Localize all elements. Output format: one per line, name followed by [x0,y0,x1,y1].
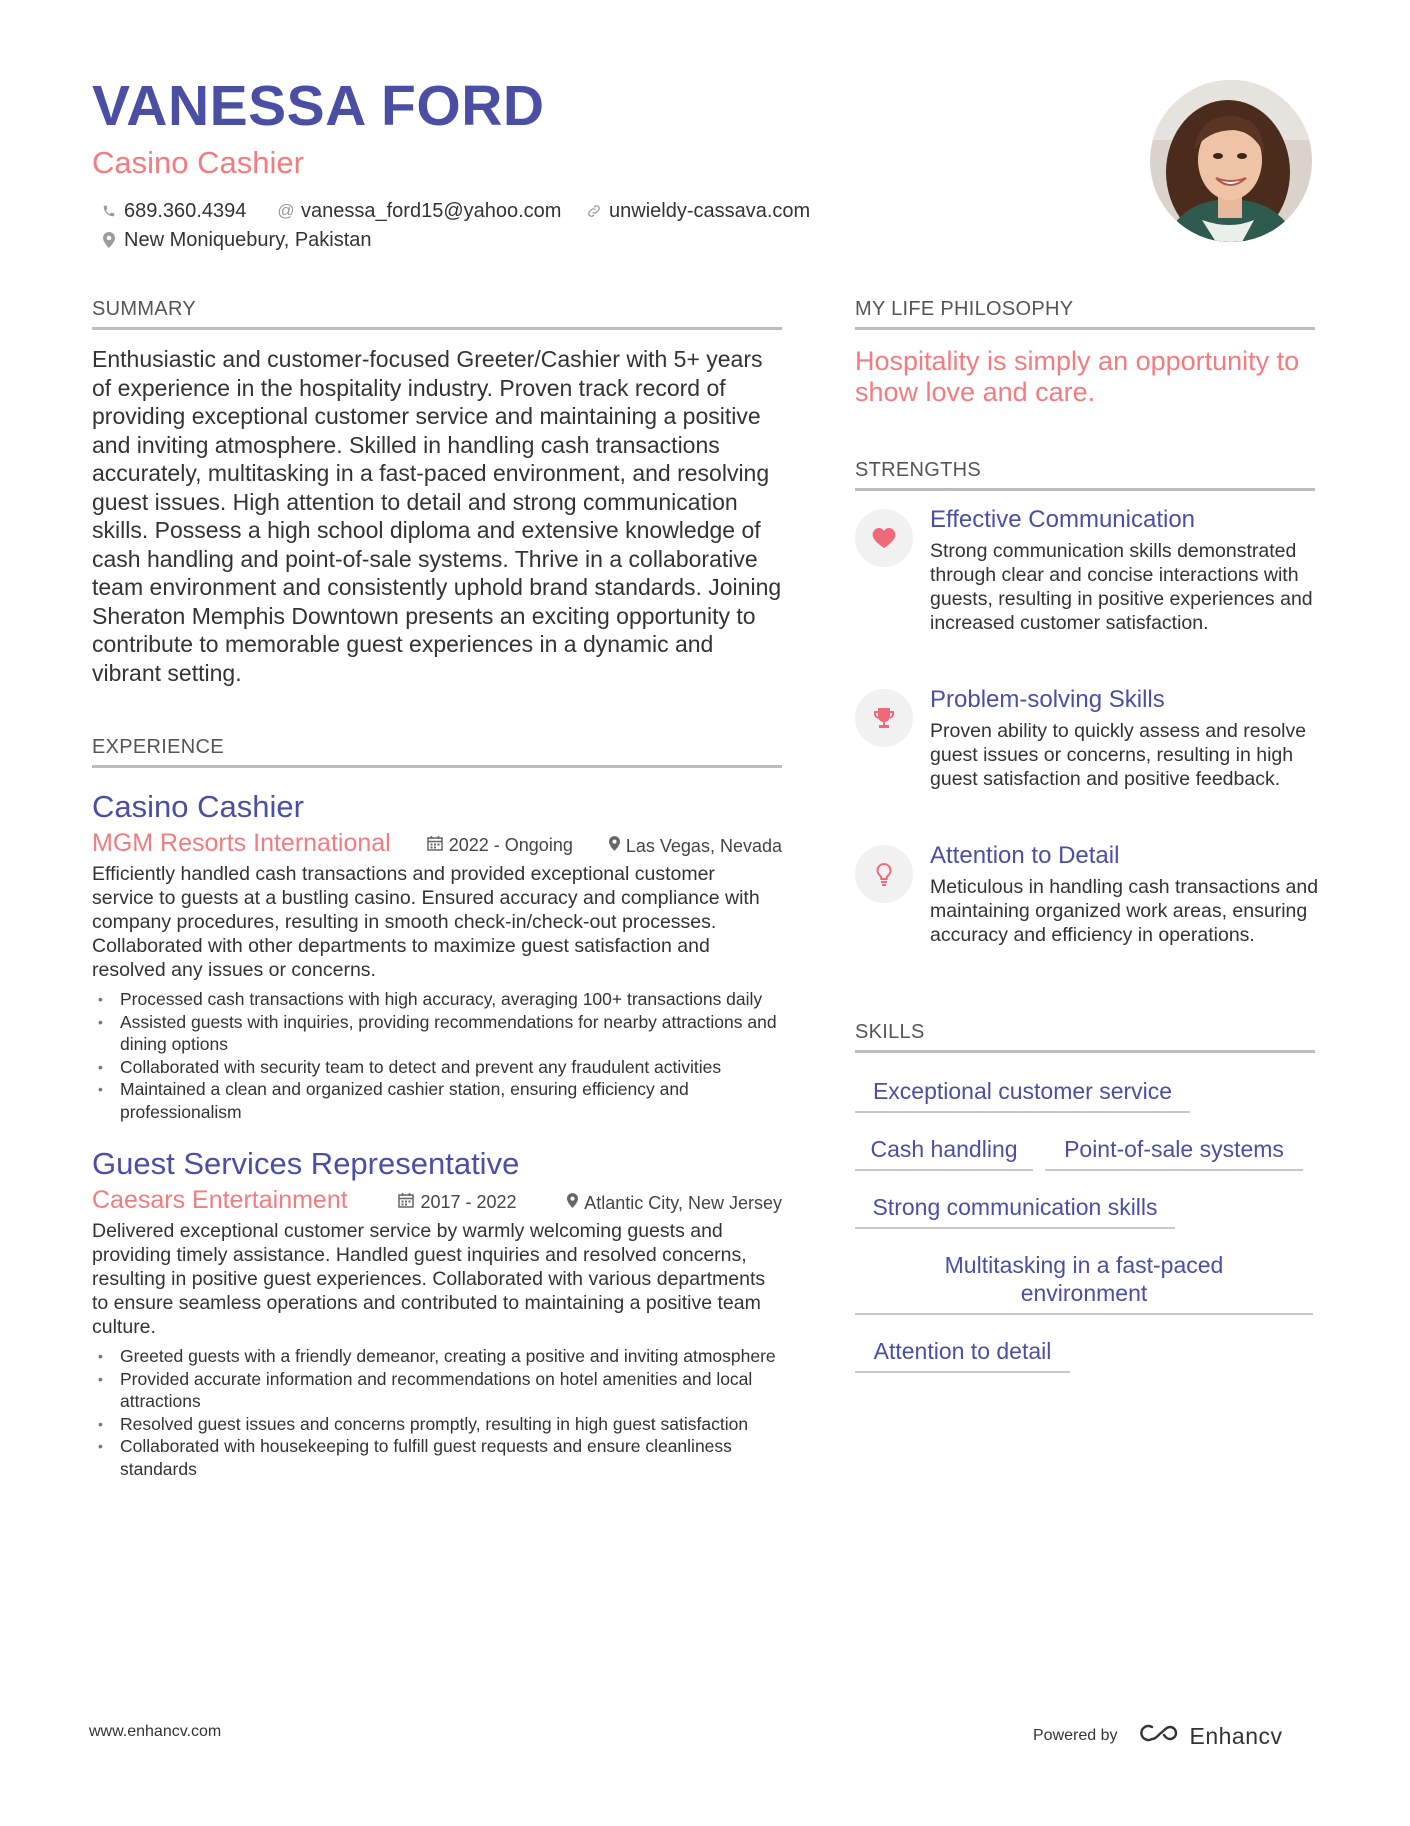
calendar-icon [398,1192,414,1213]
skill-tag: Point-of-sale systems [1045,1135,1303,1171]
bullet-item: • Collaborated with housekeeping to fulfill guest requests and ensure cleanliness standards [120,1435,782,1480]
job-dates-text: 2017 - 2022 [420,1192,517,1212]
strength-description: Strong communication skills demonstrated through clear and concise interactions with guests, resulting in positive experiences and increased customer satisfaction. [930,540,1313,634]
skill-tag: Attention to detail [855,1337,1070,1373]
email-text[interactable]: vanessa_ford15@yahoo.com [301,200,562,222]
job-location [609,836,782,857]
bullet-item: • Greeted guests with a friendly demeanor, creating a positive and inviting atmosphere [120,1345,782,1368]
enhancv-logo-text: Enhancv [1189,1722,1283,1749]
job-location-text: Las Vegas, Nevada [625,835,782,856]
contact-website[interactable] [585,198,810,224]
phone-text: 689.360.4394 [124,200,247,222]
experience-heading: EXPERIENCE [92,735,782,768]
bullet-item: • Maintained a clean and organized cashier station, ensuring efficiency and professionalism [120,1078,782,1123]
at-sign-icon: @ [277,201,295,220]
skill-tag: Multitasking in a fast-paced environment [855,1251,1313,1315]
strength-item [855,685,1315,805]
job-description: Efficiently handled cash transactions and provided exceptional customer service to guests at a bustling casino. Ensured accuracy and compliance with company procedures, resulting in smooth check-in/check-out processes. Collaborated with other departments to maximize guest satisfaction and resolved any issues or concerns. [92,863,760,981]
candidate-title: Casino Cashier [92,145,304,180]
profile-photo [1150,80,1312,242]
bullet-item: • Provided accurate information and recommendations on hotel amenities and local attractions [120,1368,782,1413]
job-description: Delivered exceptional customer service by warmly welcoming guests and providing timely assistance. Handled guest inquiries and resolved concerns, resulting in positive guest experiences. Collaborated with various departments to ensure seamless operations and contributed to maintaining a positive team culture. [92,1220,766,1338]
bullet-item: • Processed cash transactions with high accuracy, averaging 100+ transactions daily [120,988,782,1011]
experience-entry [92,1145,782,1480]
strength-description: Meticulous in handling cash transactions and maintaining organized work areas, ensuring accuracy and efficiency in operations. [930,876,1319,946]
job-dates [427,835,573,856]
candidate-name: VANESSA FORD [92,74,545,138]
skills-heading: SKILLS [855,1020,1315,1053]
job-location-text: Atlantic City, New Jersey [584,1192,782,1213]
heart-icon [855,509,913,567]
job-location [567,1193,782,1214]
powered-by-text: Powered by [1033,1727,1118,1744]
philosophy-quote: Hospitality is simply an opportunity to show love and care. [855,346,1300,407]
strength-title: Attention to Detail [930,842,1120,869]
skill-tag: Exceptional customer service [855,1077,1190,1113]
enhancv-logo[interactable] [1138,1721,1283,1751]
skill-tag: Strong communication skills [855,1193,1175,1229]
location-text: New Moniquebury, Pakistan [124,229,372,251]
link-icon [585,203,603,219]
contact-location [100,227,372,253]
philosophy-section [855,297,1315,408]
footer-website[interactable]: www.enhancv.com [89,1723,222,1740]
enhancv-logo-icon [1138,1721,1184,1751]
strength-title: Effective Communication [930,506,1196,533]
experience-section [92,735,782,1480]
summary-text: Enthusiastic and customer-focused Greeter/Cashier with 5+ years of experience in the hospitality industry. Proven track record of providing exceptional customer service and maintaining a positive and inviting atmosphere. Skilled in handling cash transactions accurately, multitasking in a fast-paced environment, and resolving guest issues. High attention to detail and strong communication skills. Possess a high school diploma and extensive knowledge of cash handling and point-of-sale systems. Thrive in a collaborative team environment and consistently uphold brand standards. Joining Sheraton Memphis Downtown presents an exciting opportunity to contribute to memorable guest experiences in a dynamic and vibrant setting. [92,346,782,686]
skill-tag: Cash handling [855,1135,1033,1171]
bullet-item: • Resolved guest issues and concerns promptly, resulting in high guest satisfaction [120,1413,782,1436]
trophy-icon [855,689,913,747]
job-dates [398,1192,516,1213]
job-bullets [92,1345,782,1480]
contact-email[interactable] [277,198,561,224]
strength-title: Problem-solving Skills [930,686,1165,713]
job-title: Casino Cashier [92,789,304,824]
job-meta [92,828,782,858]
phone-icon [100,204,118,218]
strength-item [855,505,1315,645]
experience-entry [92,788,782,1123]
company-name: Caesars Entertainment [92,1186,348,1214]
summary-section [92,297,782,687]
strength-item [855,841,1319,961]
job-bullets [92,988,782,1123]
job-dates-text: 2022 - Ongoing [448,835,573,855]
strengths-heading: STRENGTHS [855,458,1315,491]
footer-powered-by [1033,1721,1283,1751]
lightbulb-icon [855,845,913,903]
philosophy-heading: MY LIFE PHILOSOPHY [855,297,1315,330]
job-title: Guest Services Representative [92,1146,520,1181]
contact-phone [100,198,246,224]
strength-description: Proven ability to quickly assess and resolve guest issues or concerns, resulting in high guest satisfaction and positive feedback. [930,720,1307,790]
bullet-item: • Collaborated with security team to detect and prevent any fraudulent activities [120,1056,782,1079]
job-meta [92,1185,782,1215]
skills-section [855,1020,1315,1053]
strengths-section [855,458,1315,491]
company-name: MGM Resorts International [92,829,391,857]
location-pin-icon [567,1193,578,1213]
calendar-icon [427,835,443,856]
website-text[interactable]: unwieldy-cassava.com [609,200,811,222]
location-pin-icon [609,836,620,856]
location-pin-icon [100,232,118,248]
bullet-item: • Assisted guests with inquiries, providing recommendations for nearby attractions and dining options [120,1011,782,1056]
summary-heading: SUMMARY [92,297,782,330]
